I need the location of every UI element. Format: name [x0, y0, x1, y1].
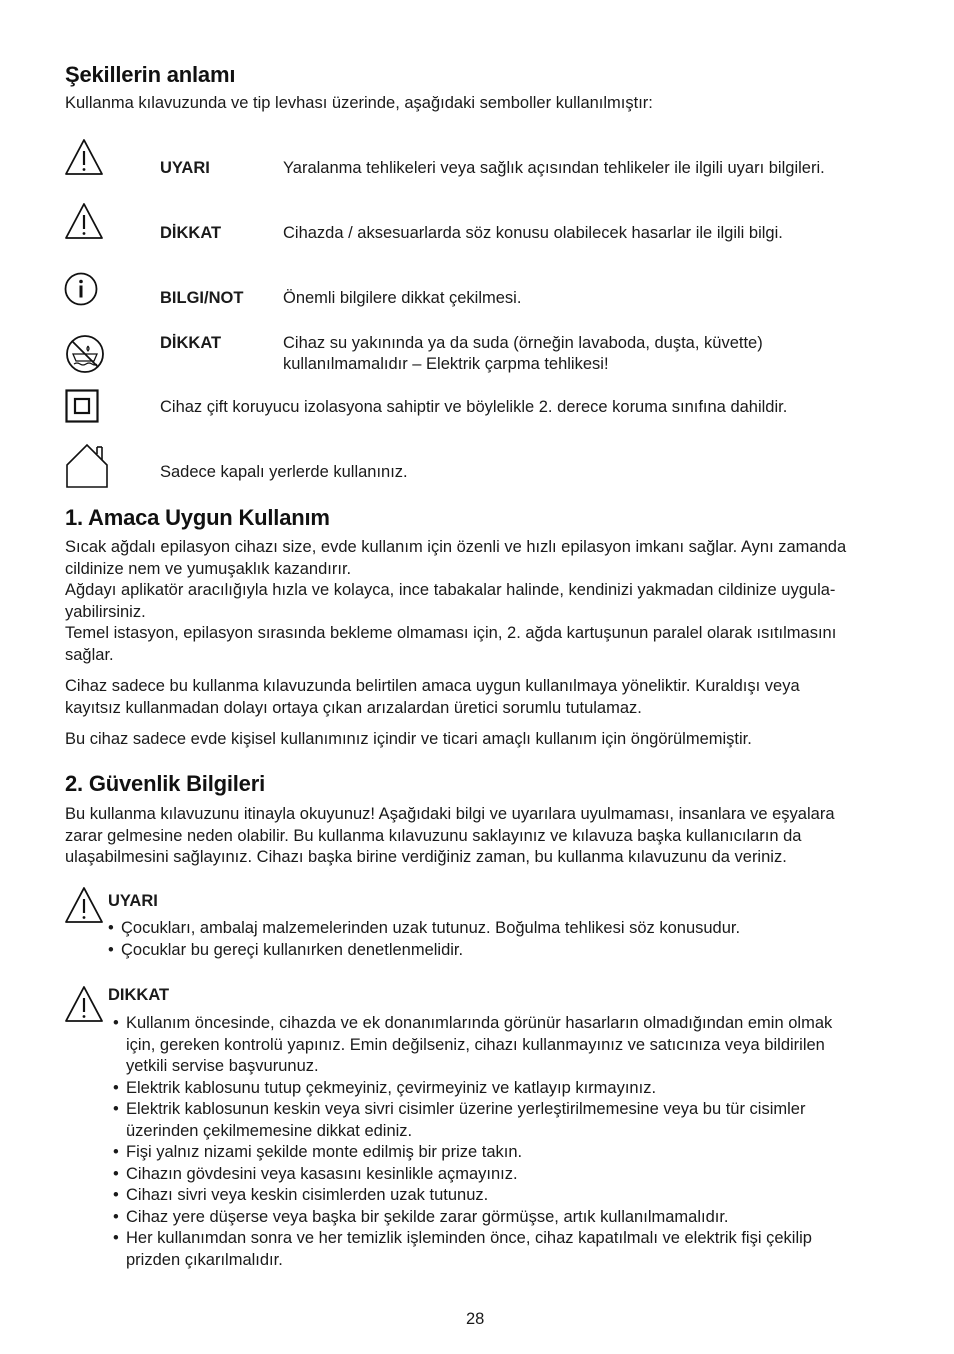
section1-paragraph-b [65, 676, 895, 719]
text-line: • Her kullanımdan sonra ve her temizlik işleminden önce, cihaz kapatılmalı ve elektrik fişi çekilip [126, 1229, 812, 1247]
double-insulation-icon [65, 389, 99, 423]
symbol-desc-bilgi: Önemli bilgilere dikkat çekilmesi. [283, 289, 522, 307]
symbol-desc-dikkat: Cihazda / aksesuarlarda söz konusu olabilecek hasarlar ile ilgili bilgi. [283, 224, 783, 242]
text-line: • Fişi yalnız nizami şekilde monte edilmiş bir prize takın. [126, 1143, 523, 1161]
text-line: Ağdayı aplikatör aracılığıyla hızla ve kolayca, ince tabakalar halinde, kendinizi yakmadan cildinize uygula- [65, 581, 836, 599]
warning-list [108, 918, 888, 961]
text-line: sağlar. [65, 645, 114, 664]
symbol-label-uyari: UYARI [160, 159, 210, 177]
section2-paragraph [65, 804, 895, 869]
list-item [113, 1207, 893, 1229]
text-line: üzerinden çekilmemesine dikkat ediniz. [126, 1121, 413, 1140]
symbol-label-bilgi: BILGI/NOT [160, 289, 244, 307]
section2-title: 2. Güvenlik Bilgileri [65, 771, 265, 796]
list-item [113, 1013, 893, 1078]
symbol-label-dikkat-water: DİKKAT [160, 334, 222, 352]
text-line: • Elektrik kablosunun keskin veya sivri cisimler üzerine yerleştirilmemesine veya bu tür cisimler [126, 1100, 806, 1118]
warning-triangle-icon [64, 202, 104, 240]
text-line: • Kullanım öncesinde, cihazda ve ek donanımlarında görünür hasarların olmadığından emin olmak [126, 1014, 833, 1032]
section1-paragraph-c: Bu cihaz sadece evde kişisel kullanımınız içindir ve ticari amaçlı kullanım için öngörülmemiştir. [65, 730, 752, 748]
list-item [113, 1185, 893, 1207]
symbol-desc-water-1: Cihaz su yakınında ya da suda (örneğin lavaboda, duşta, küvette) [283, 334, 763, 352]
text-line: yetkili servise başvurunuz. [126, 1057, 319, 1075]
warning-label: UYARI [108, 892, 158, 910]
caution-list [113, 1013, 893, 1271]
symbol-desc-water-2: kullanılmamalıdır – Elektrik çarpma tehlikesi! [283, 355, 609, 373]
info-icon [64, 272, 98, 306]
text-line: • Cihazın gövdesini veya kasasını kesinlikle açmayınız. [126, 1164, 518, 1183]
warning-triangle-icon [64, 985, 104, 1023]
list-item [113, 1099, 893, 1142]
symbol-desc-uyari: Yaralanma tehlikeleri veya sağlık açısından tehlikeler ile ilgili uyarı bilgileri. [283, 159, 825, 177]
text-line: kayıtsız kullanmadan dolayı ortaya çıkan arızalardan üretici sorumlu tutulamaz. [65, 698, 642, 717]
section1-paragraph-a [65, 537, 895, 666]
list-item: • Çocukları, ambalaj malzemelerinden uzak tutunuz. Boğulma tehlikesi söz konusudur. [108, 918, 888, 940]
text-line: • Elektrik kablosunu tutup çekmeyiniz, çevirmeyiniz ve katlayıp kırmayınız. [126, 1078, 657, 1097]
list-item: • Çocuklar bu gereçi kullanırken denetlenmelidir. [108, 940, 888, 962]
text-line: yabilirsiniz. [65, 602, 146, 621]
list-item [113, 1164, 893, 1186]
symbols-title: Şekillerin anlamı [65, 62, 236, 87]
text-line: Bu kullanma kılavuzunu itinayla okuyunuz! Aşağıdaki bilgi ve uyarılara uyulmaması, insanlara ve eşyalara [65, 805, 835, 823]
list-item [113, 1142, 893, 1164]
text-line: ulaşabilmesini sağlayınız. Cihazı başka birine verdiğiniz zaman, bu kullanma kılavuzunu da veriniz. [65, 848, 787, 866]
symbols-intro: Kullanma kılavuzunda ve tip levhası üzerinde, aşağıdaki semboller kullanılmıştır: [65, 94, 653, 112]
symbol-desc-insulation: Cihaz çift koruyucu izolasyona sahiptir ve böylelikle 2. derece koruma sınıfına dahildir. [160, 398, 788, 416]
list-item [113, 1228, 893, 1271]
text-line: Temel istasyon, epilasyon sırasında bekleme olmaması için, 2. ağda kartuşunun paralel olarak ısıtılmasını [65, 624, 837, 642]
warning-triangle-icon [64, 886, 104, 924]
text-line: zarar gelmesine neden olabilir. Bu kullanma kılavuzunu saklayınız ve kılavuza başka kullanıcıların da [65, 826, 802, 845]
text-line: • Cihazı sivri veya keskin cisimlerden uzak tutunuz. [126, 1186, 489, 1204]
text-line: Cihaz sadece bu kullanma kılavuzunda belirtilen amaca uygun kullanılmaya yöneliktir. Kuraldışı veya [65, 677, 800, 695]
section1-title: 1. Amaca Uygun Kullanım [65, 505, 330, 530]
text-line: Sıcak ağdalı epilasyon cihazı size, evde kullanım için özenli ve hızlı epilasyon imkanı sağlar. Aynı zamanda [65, 538, 847, 556]
caution-label: DIKKAT [108, 986, 170, 1004]
text-line: prizden çıkarılmalıdır. [126, 1250, 283, 1269]
list-item [113, 1078, 893, 1100]
text-line: için, gereken kontrolü yapınız. Emin değilseniz, cihazı kullanmayınız ve satıcınıza veya bildirilen [126, 1035, 825, 1054]
text-line: • Cihaz yere düşerse veya başka bir şekilde zarar görmüşse, artık kullanılmamalıdır. [126, 1207, 729, 1226]
no-water-icon [64, 334, 106, 374]
page-number: 28 [466, 1310, 485, 1328]
symbol-label-dikkat: DİKKAT [160, 224, 222, 242]
warning-triangle-icon [64, 138, 104, 176]
indoor-use-house-icon [64, 443, 110, 489]
text-line: cildinize nem ve yumuşaklık kazandırır. [65, 559, 352, 578]
symbol-desc-indoor: Sadece kapalı yerlerde kullanınız. [160, 463, 408, 481]
